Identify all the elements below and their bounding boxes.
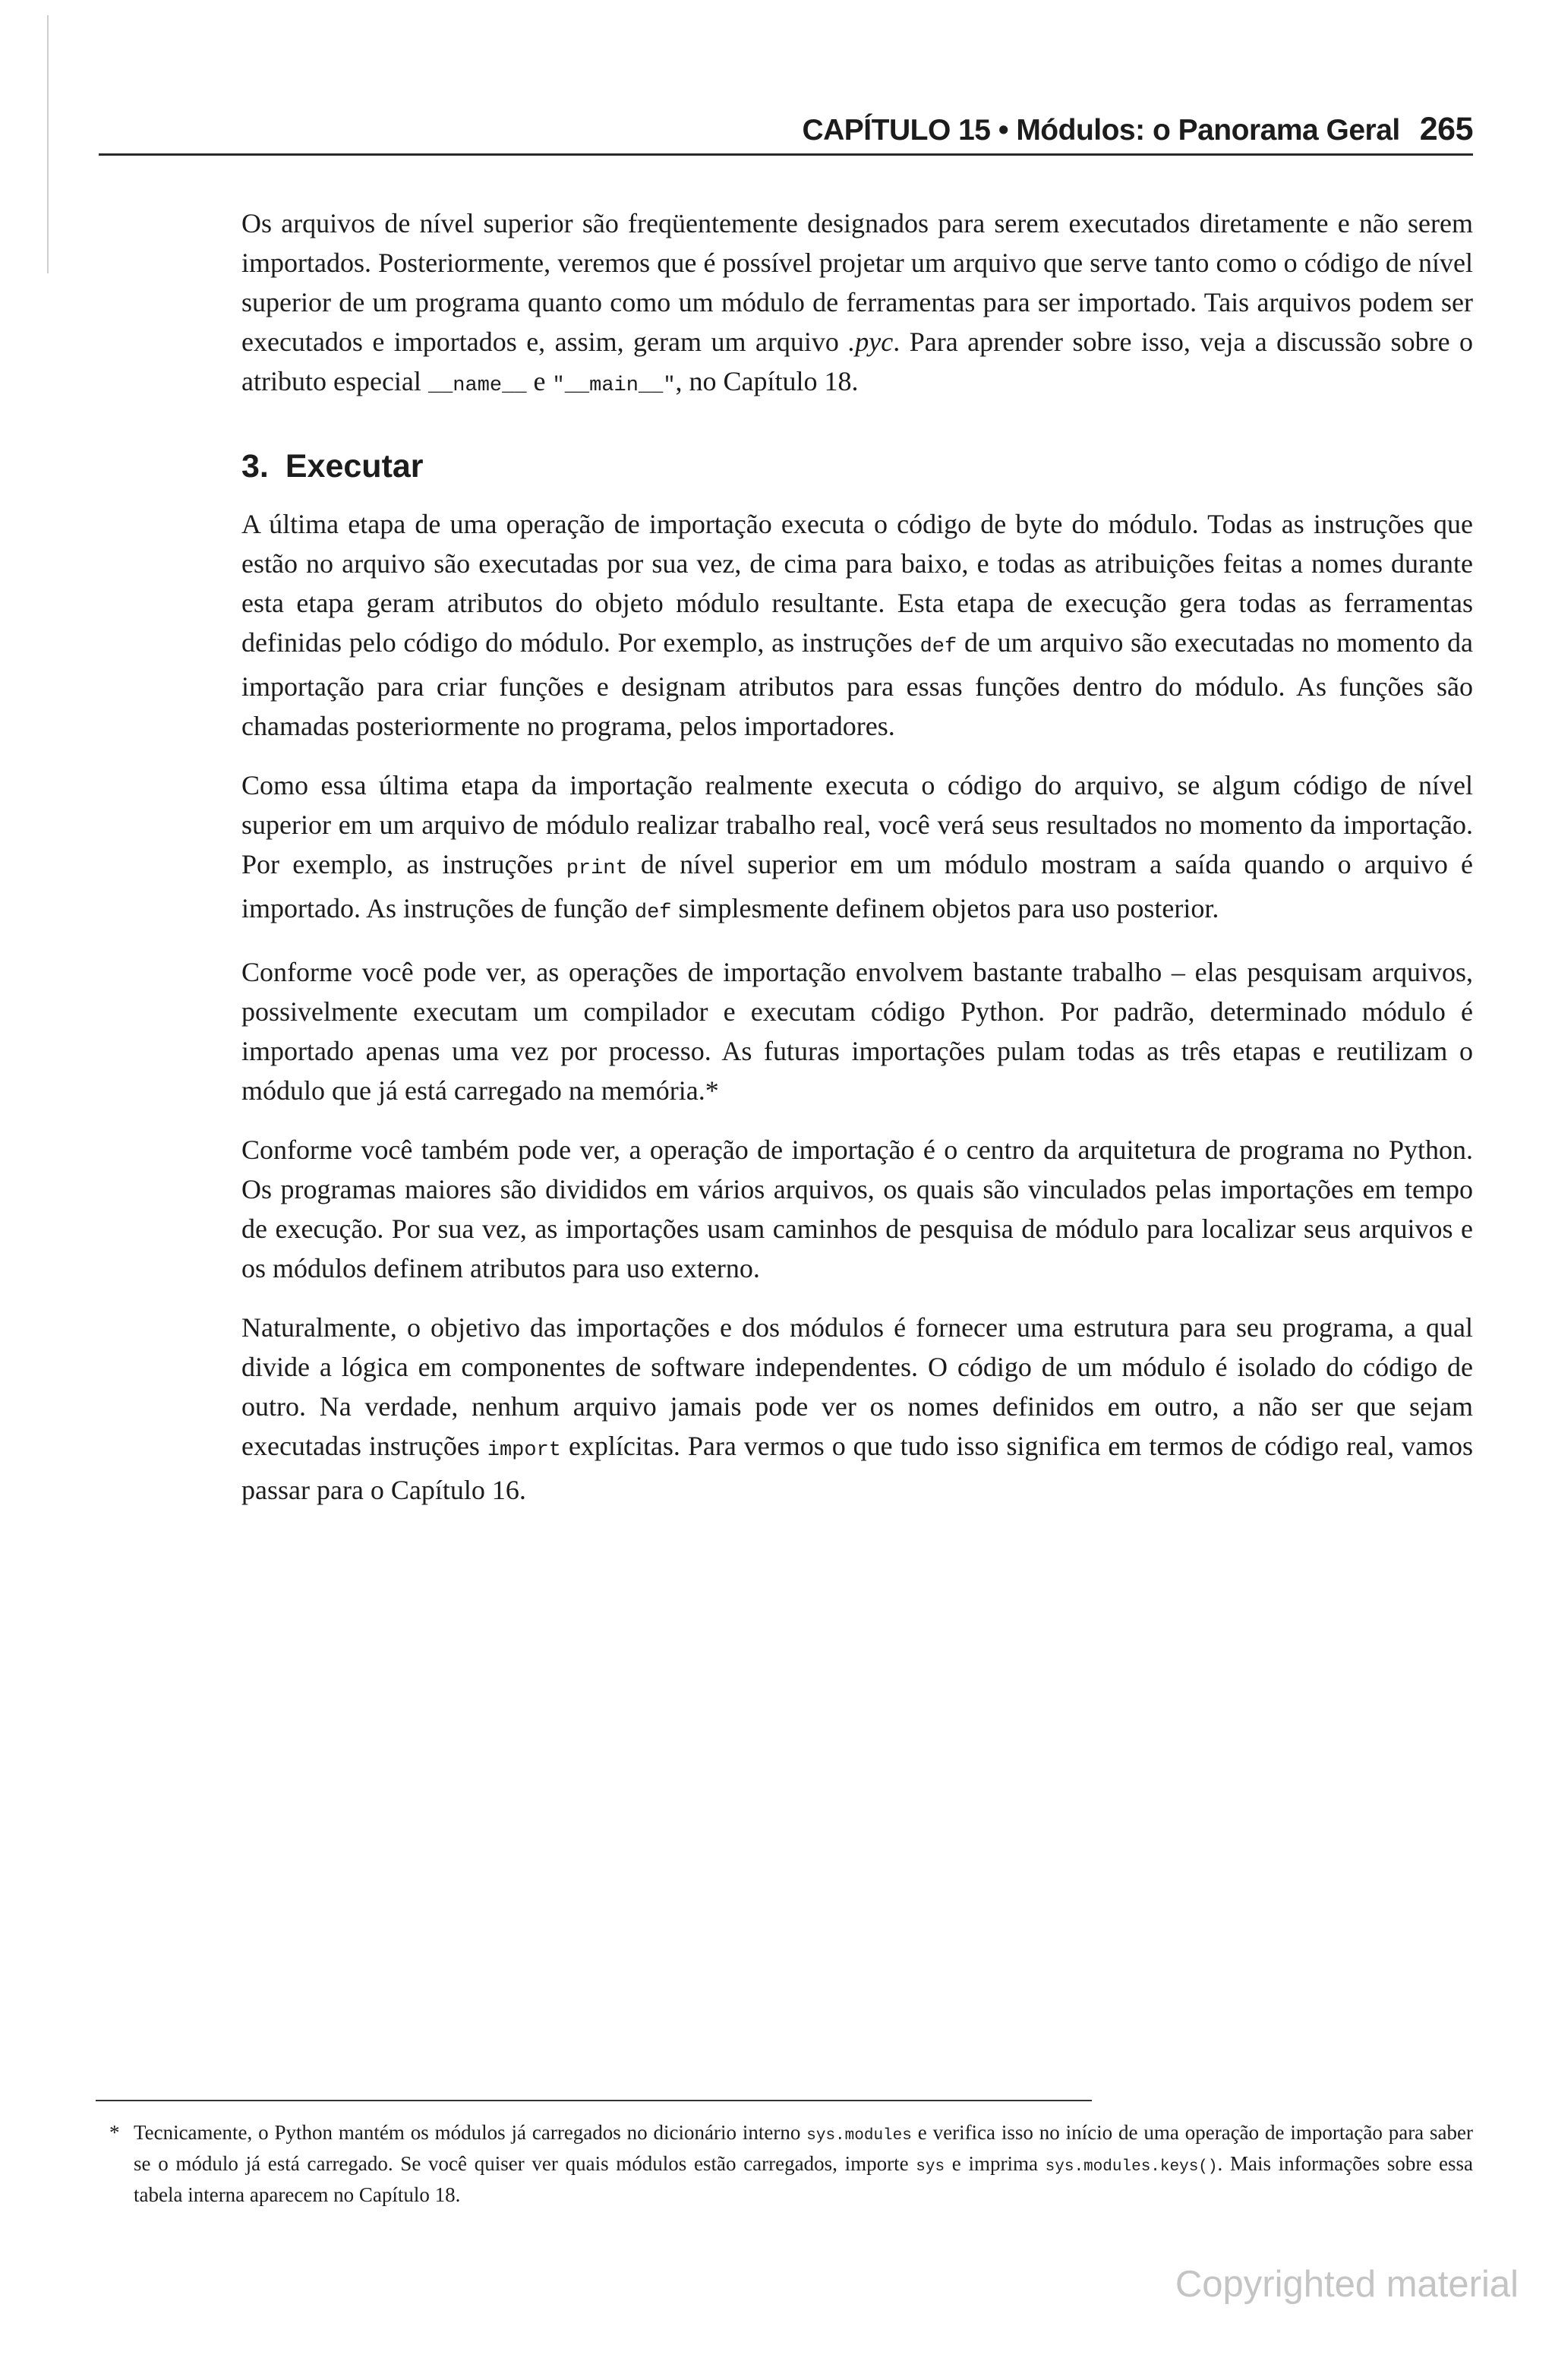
inline-code: def xyxy=(634,901,672,924)
inline-code: "__main__" xyxy=(552,374,676,397)
inline-code: print xyxy=(566,857,628,880)
intro-paragraph: Os arquivos de nível superior são freqüentemente designados para serem executados diretamente e não serem importados. Posteriormente, veremos que é possível projetar um arquivo que serve tanto como o código de nível superior de um programa quanto como um módulo de ferramentas para ser importado. Tais arquivos podem ser executados e importados e, assim, geram um arquivo .pyc. Para aprender sobre isso, veja a discussão sobre o atributo especial __name__ e "__main__", no Capítulo 18. xyxy=(241,208,1473,397)
body-paragraph: Naturalmente, o objetivo das importações e dos módulos é fornecer uma estrutura para seu programa, a qual divide a lógica em componentes de software independentes. O código de um módulo é isolado do código de outro. Na verdade, nenhum arquivo jamais pode ver os nomes definidos em outro, a não ser que sejam executadas instruções import explícitas. Para vermos o que tudo isso significa em termos de código real, vamos passar para o Capítulo 16. xyxy=(241,1312,1474,1505)
body-paragraph: Como essa última etapa da importação realmente executa o código do arquivo, se algum código de nível superior em um arquivo de módulo realizar trabalho real, você verá seus resultados no momento da importação. Por exemplo, as instruções print de nível superior em um módulo mostram a saída quando o arquivo é importado. As instruções de função def simplesmente definem objetos para uso posterior. xyxy=(241,770,1473,924)
body-paragraph: A última etapa de uma operação de importação executa o código de byte do módulo. Todas as instruções que estão no arquivo são executadas por sua vez, de cima para baixo, e todas as atribuições feitas a nomes durante esta etapa geram atributos do objeto módulo resultante. Esta etapa de execução gera todas as ferramentas definidas pelo código do módulo. Por exemplo, as instruções def de um arquivo são executadas no momento da importação para criar funções e designam atributos para essas funções dentro do módulo. As funções são chamadas posteriormente no programa, pelos importadores. xyxy=(241,509,1473,741)
inline-code: sys.modules xyxy=(806,2127,912,2145)
inline-code: def xyxy=(919,636,957,658)
inline-code: sys xyxy=(916,2158,945,2176)
section-title: Executar xyxy=(285,448,424,485)
footnote-rule xyxy=(96,2100,1092,2101)
header-rule xyxy=(99,153,1473,156)
inline-code: sys.modules.keys() xyxy=(1045,2158,1218,2176)
inline-code: import xyxy=(487,1439,561,1462)
running-header xyxy=(99,111,1473,148)
body-paragraph: Conforme você pode ver, as operações de importação envolvem bastante trabalho – elas pesquisam arquivos, possivelmente executam um compilador e executam código Python. Por padrão, determinado módulo é importado apenas uma vez por processo. As futuras importações pulam todas as três etapas e reutilizam o módulo que já está carregado na memória.* xyxy=(241,957,1473,1106)
scan-gutter-line xyxy=(47,15,49,273)
page-body xyxy=(241,204,1473,1529)
footnote: * Tecnicamente, o Python mantém os módulos já carregados no dicionário interno sys.modules e verifica isso no início de uma operação de importação para saber se o módulo já está carregado. Se você quiser ver quais módulos estão carregados, importe sys e imprima sys.modules.keys(). Mais informações sobre essa tabela interna aparecem no Capítulo 18. xyxy=(134,2119,1473,2209)
body-paragraph: Conforme você também pode ver, a operação de importação é o centro da arquitetura de programa no Python. Os programas maiores são divididos em vários arquivos, os quais são vinculados pelas importações em tempo de execução. Por sua vez, as importações usam caminhos de pesquisa de módulo para localizar seus arquivos e os módulos definem atributos para uso externo. xyxy=(241,1135,1473,1283)
page-number: 265 xyxy=(1419,111,1473,147)
chapter-title: CAPÍTULO 15 • Módulos: o Panorama Geral xyxy=(802,114,1400,147)
copyright-watermark: Copyrighted material xyxy=(1175,2264,1519,2305)
section-number: 3. xyxy=(241,448,269,485)
inline-code: __name__ xyxy=(427,374,527,397)
section-heading xyxy=(241,445,1473,488)
footnote-marker: * xyxy=(109,2121,120,2144)
